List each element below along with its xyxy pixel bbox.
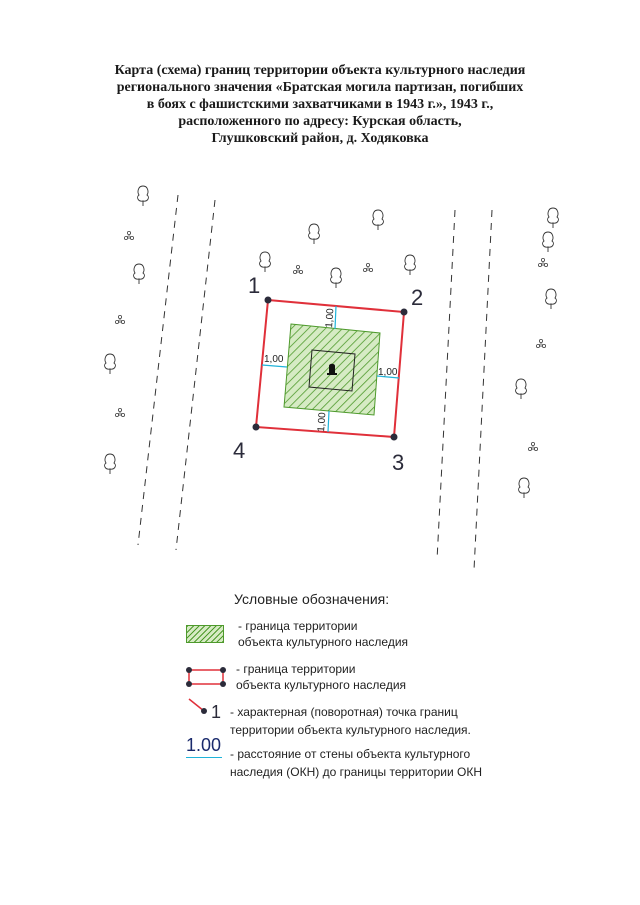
legend-item-1-line-2: объекта культурного наследия <box>238 635 409 649</box>
distance-line-left <box>262 365 287 367</box>
legend-item-4-line-1: - расстояние от стены объекта культурного <box>230 747 471 761</box>
deciduous-tree-icon <box>260 252 271 272</box>
legend-item-3-line-2: территории объекта культурного наследия. <box>230 723 471 737</box>
deciduous-tree-icon <box>543 232 554 252</box>
road-line <box>138 195 178 545</box>
shrub-icon <box>528 442 537 450</box>
deciduous-tree-icon <box>105 354 116 374</box>
shrub-icon <box>536 339 545 347</box>
deciduous-tree-icon <box>309 224 320 244</box>
legend-item-2 <box>236 661 406 693</box>
shrub-icon <box>124 231 133 239</box>
legend-item-1-line-1: - граница территории <box>238 619 358 633</box>
distance-label-top: 1,00 <box>324 308 337 329</box>
deciduous-tree-icon <box>373 210 384 230</box>
legend-item-1 <box>238 618 408 650</box>
legend-item-2-line-1: - граница территории <box>236 662 356 676</box>
deciduous-tree-icon <box>134 264 145 284</box>
legend-item-4-line-2: наследия (ОКН) до границы территории ОКН <box>230 765 482 779</box>
shrub-icon <box>115 315 124 323</box>
legend-title: Условные обозначения: <box>234 591 390 607</box>
road-line <box>437 210 455 560</box>
shrub-icon <box>115 408 124 416</box>
legend-distance-underline <box>186 757 222 758</box>
legend-item-2-line-2: объекта культурного наследия <box>236 678 407 692</box>
boundary-point <box>391 434 398 441</box>
deciduous-tree-icon <box>105 454 116 474</box>
shrub-icon <box>363 263 372 271</box>
deciduous-tree-icon <box>405 255 416 275</box>
deciduous-tree-icon <box>138 186 149 206</box>
legend-item-3 <box>230 703 471 739</box>
title-line-5: Глушковский район, д. Ходяковка <box>211 131 429 146</box>
boundary-point <box>401 309 408 316</box>
title-line-1: Карта (схема) границ территории объекта культурного наследия <box>114 63 526 78</box>
legend-territory-swatch <box>186 625 224 643</box>
deciduous-tree-icon <box>516 379 527 399</box>
legend-boundary-symbol <box>186 667 226 687</box>
point-label-2: 2 <box>411 285 424 310</box>
shrub-icon <box>293 265 302 273</box>
distance-label-left: 1,00 <box>264 354 284 365</box>
road-line <box>474 210 492 570</box>
legend-distance-symbol: 1.00 <box>186 735 222 755</box>
road-line <box>176 200 215 550</box>
boundary-point <box>253 424 260 431</box>
deciduous-tree-icon <box>519 478 530 498</box>
deciduous-tree-icon <box>548 208 559 228</box>
legend-item-4 <box>230 745 482 781</box>
point-label-1: 1 <box>248 273 261 298</box>
legend-item-3-line-1: - характерная (поворотная) точка границ <box>230 705 458 719</box>
title-line-2: регионального значения «Братская могила партизан, погибших <box>116 80 524 95</box>
distance-label-right: 1,00 <box>378 367 398 378</box>
point-label-3: 3 <box>392 450 405 475</box>
deciduous-tree-icon <box>331 268 342 288</box>
title-line-4: расположенного по адресу: Курская область, <box>178 114 462 129</box>
title-line-3: в боях с фашистскими захватчиками в 1943 г.», 1943 г., <box>146 97 494 112</box>
distance-label-bottom: 1,00 <box>316 412 329 433</box>
legend-point-number: 1 <box>211 702 222 722</box>
point-label-4: 4 <box>233 438 246 463</box>
boundary-point <box>265 297 272 304</box>
legend-point-symbol <box>189 699 221 722</box>
deciduous-tree-icon <box>546 289 557 309</box>
shrub-icon <box>538 258 547 266</box>
